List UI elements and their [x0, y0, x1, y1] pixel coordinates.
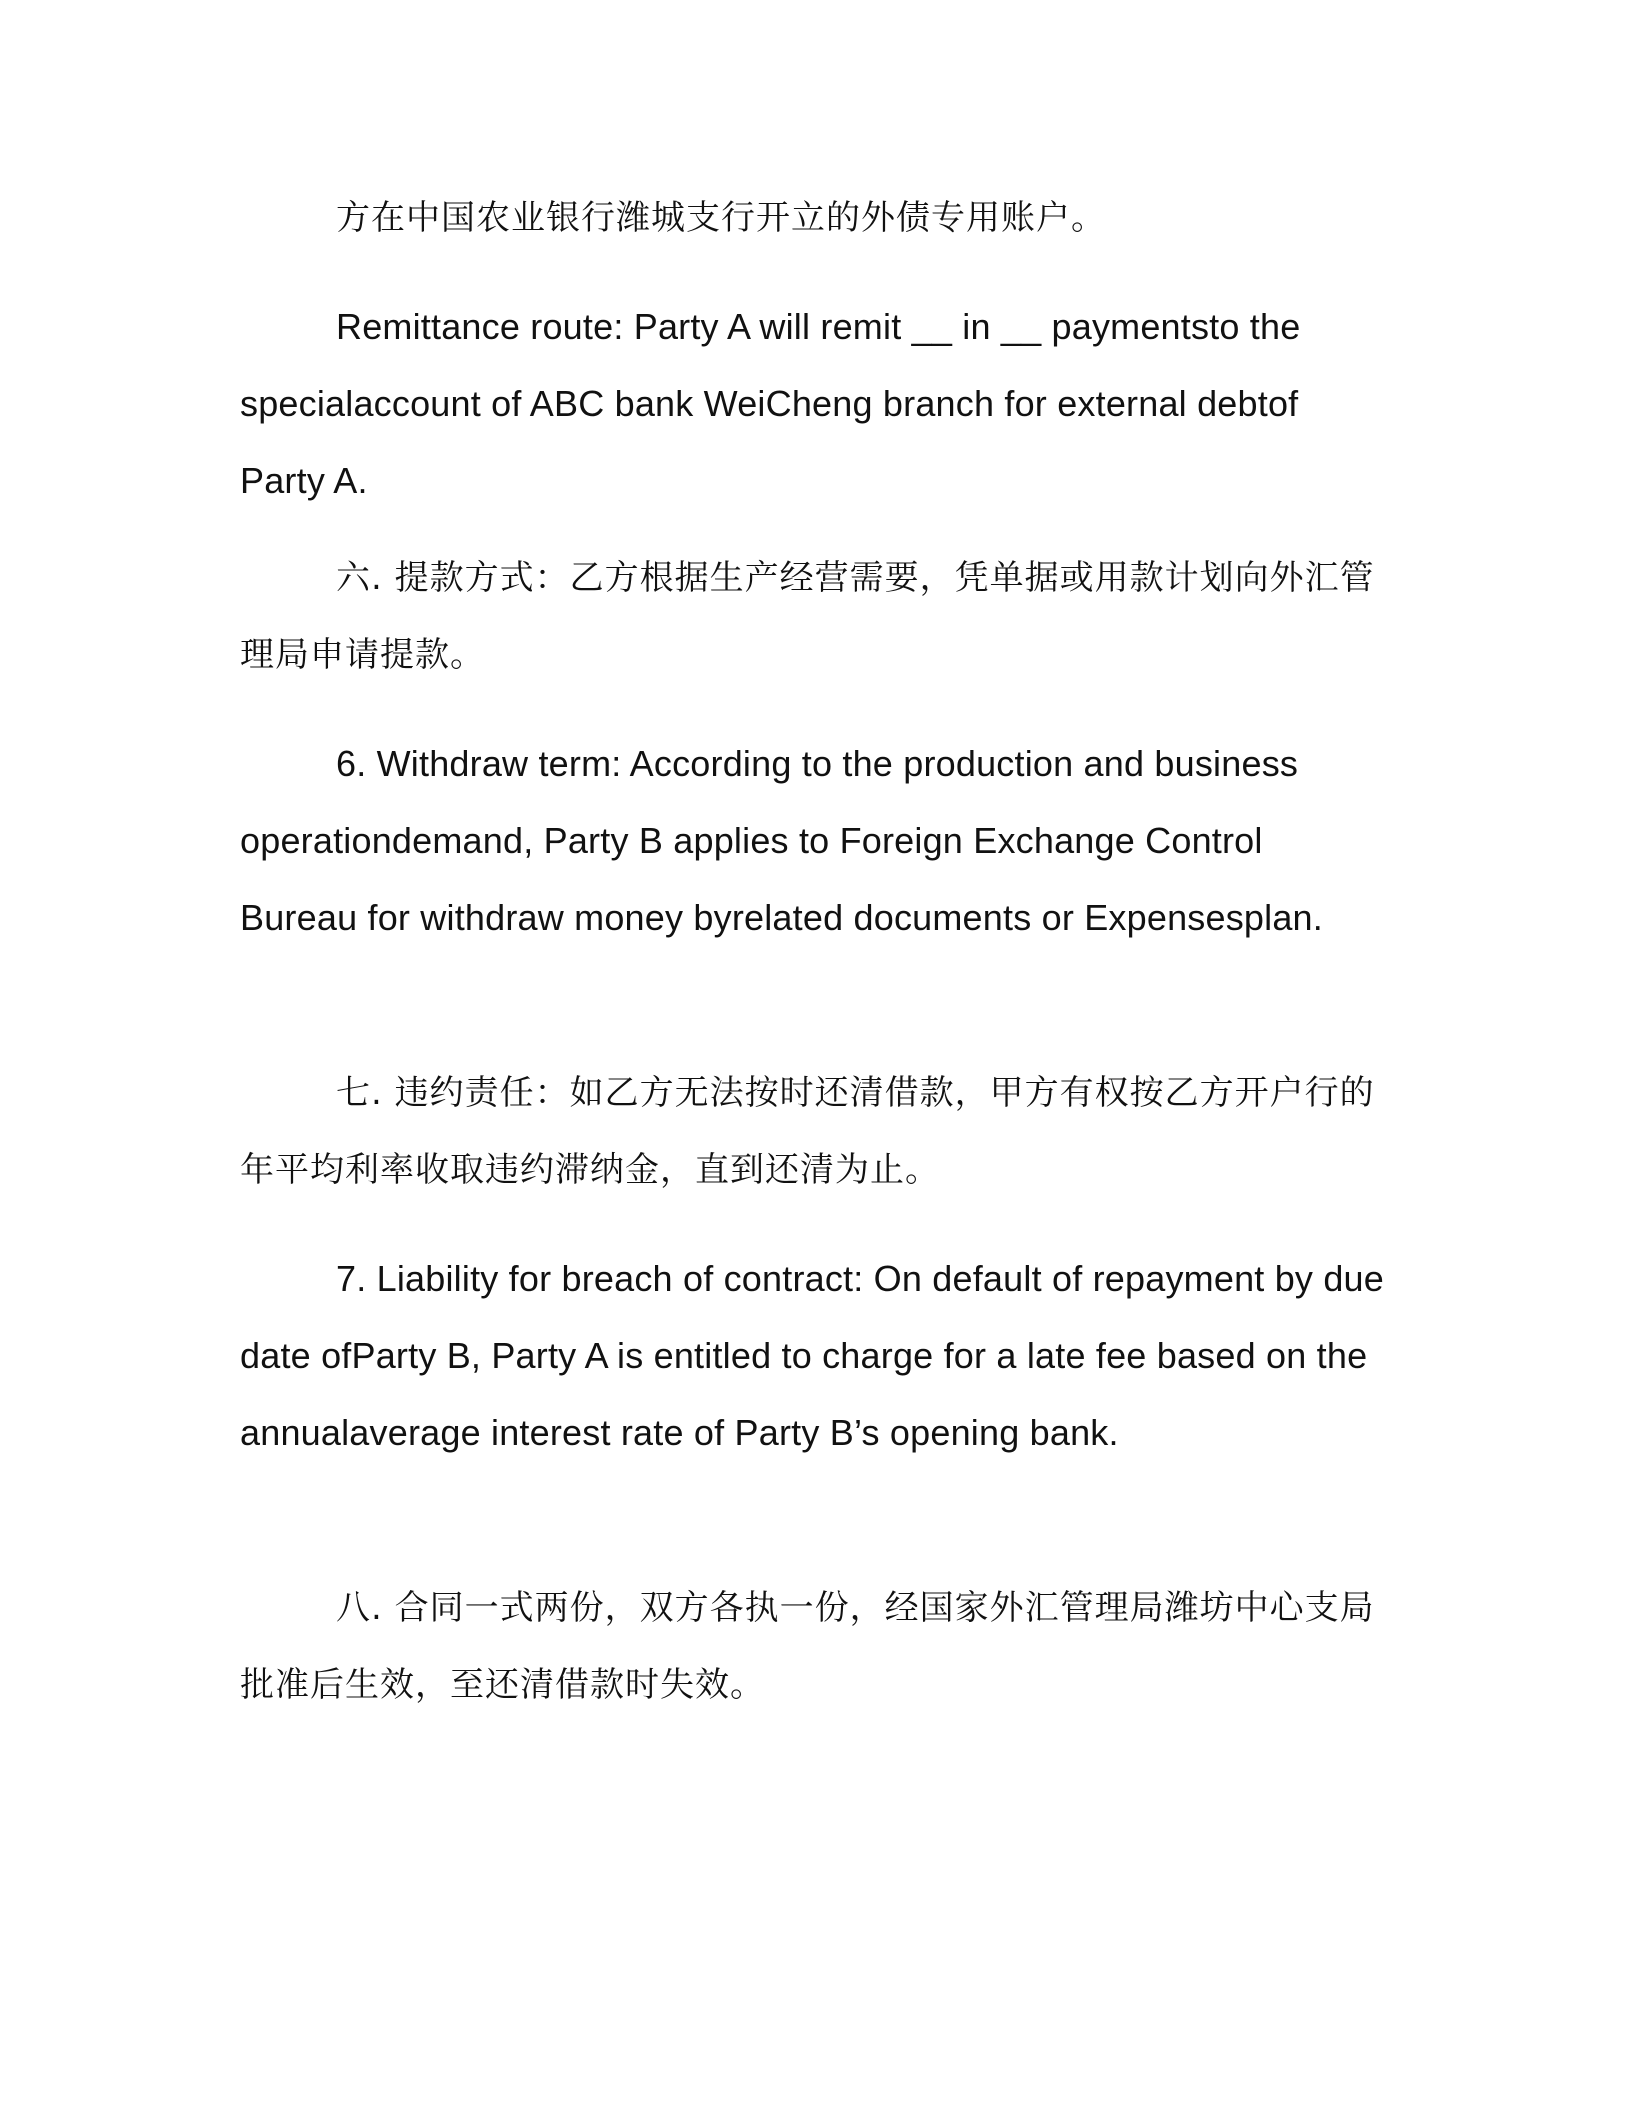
paragraph-liability-en: 7. Liability for breach of contract: On default of repayment by due date ofParty B, Party A is entitled to charge for a late fee based on the annualaverage interest rate of Party B’s opening bank. [240, 1258, 1384, 1453]
paragraph-copies-cn: 八. 合同一式两份，双方各执一份，经国家外汇管理局潍坊中心支局批准后生效，至还清借款时失效。 [240, 1588, 1375, 1705]
paragraph-liability-cn: 七. 违约责任：如乙方无法按时还清借款，甲方有权按乙方开户行的年平均利率收取违约滞纳金，直到还清为止。 [240, 1073, 1375, 1190]
paragraph-remittance-cn: 方在中国农业银行潍城支行开立的外债专用账户。 [336, 198, 1106, 238]
paragraph-withdraw-cn: 六. 提款方式：乙方根据生产经营需要，凭单据或用款计划向外汇管理局申请提款。 [240, 558, 1375, 675]
paragraph-remittance-en: Remittance route: Party A will remit __ in __ paymentsto the specialaccount of ABC bank WeiCheng branch for external debtof Party A. [240, 306, 1301, 501]
paragraph-withdraw-en: 6. Withdraw term: According to the production and business operationdemand, Party B applies to Foreign Exchange Control Bureau for withdraw money byrelated documents or Expensesplan. [240, 743, 1323, 938]
